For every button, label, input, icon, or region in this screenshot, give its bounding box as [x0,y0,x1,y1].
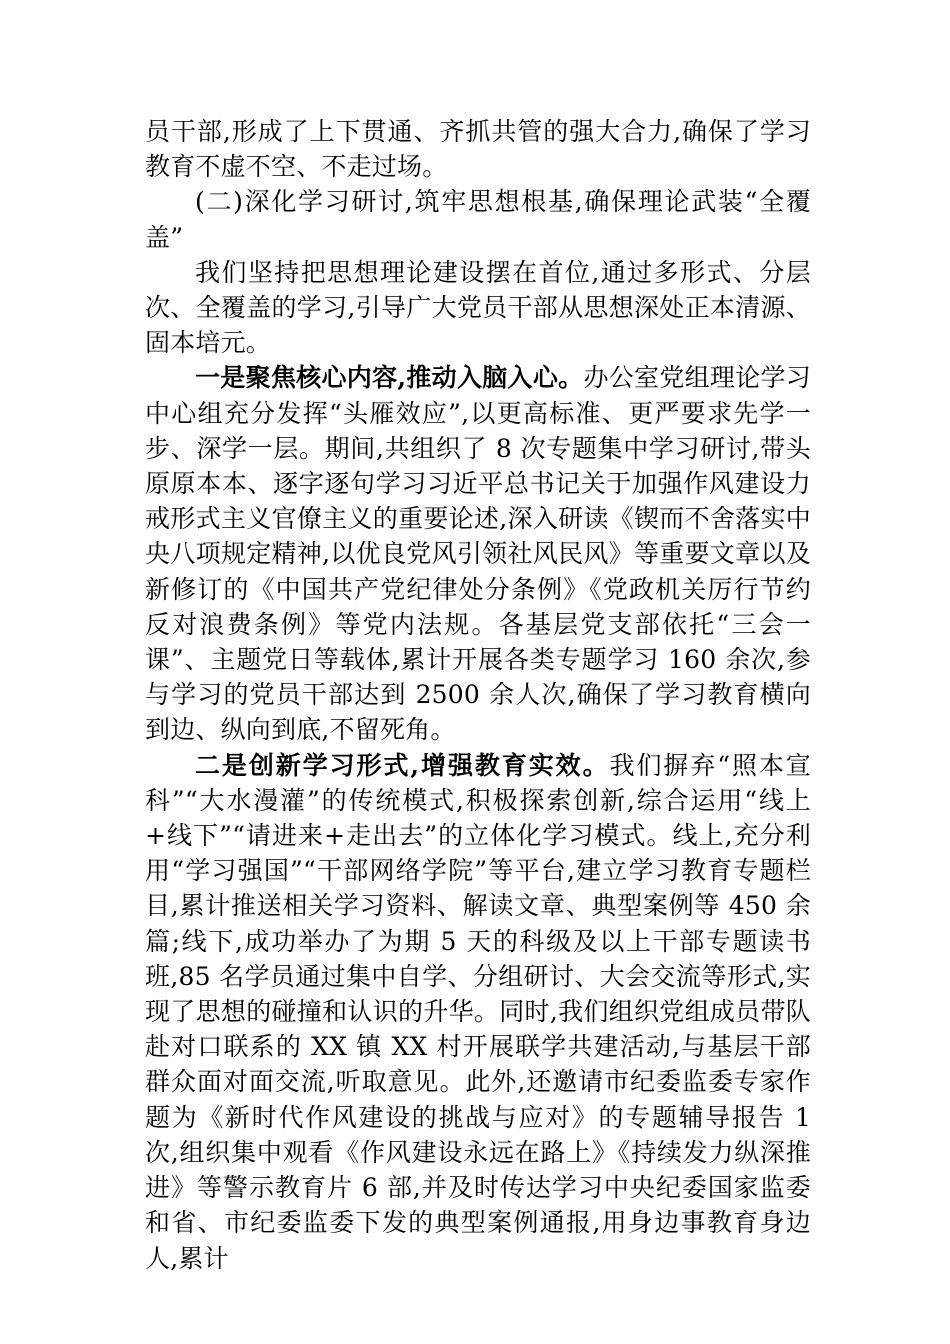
section-heading-text: (二)深化学习研讨,筑牢思想根基,确保理论武装“全覆盖” [145,187,811,252]
paragraph-text: 我们摒弃“照本宣科”“大水漫灌”的传统模式,积极探索创新,综合运用“线上+线下”“请进来+走出去”的立体化学习模式。线上,充分利用“学习强国”“干部网络学院”等平台,建立学习教育专题栏目,累计推送相关学习资料、解读文章、典型案例等 450 余篇;线下,成功举办了为期 5 天的科级及以上干部专题读书班,85 名学员通过集中自学、分组研讨、大会交流等形式,实现了思想的碰撞和认识的升华。同时,我们组织党组成员带队赴对口联系的 XX 镇 XX 村开展联学共建活动,与基层干部群众面对面交流,听取意见。此外,还邀请市纪委监委专家作题为《新时代作风建设的挑战与应对》的专题辅导报告 1 次,组织集中观看《作风建设永远在路上》《持续发力纵深推进》等警示教育片 6 部,并及时传达学习中央纪委国家监委和省、市纪委监委下发的典型案例通报,用身边事教育身边人,累计 [145,750,811,1273]
document-page [145,114,811,1276]
paragraph-continuation [145,114,811,184]
section-heading [145,184,811,254]
paragraph-text: 我们坚持把思想理论建设摆在首位,通过多形式、分层次、全覆盖的学习,引导广大党员干部从思想深处正本清源、固本培元。 [145,257,811,358]
paragraph-point-one [145,360,811,747]
paragraph-point-two [145,748,811,1276]
paragraph-text: 办公室党组理论学习中心组充分发挥“头雁效应”,以更高标准、更严要求先学一步、深学一层。期间,共组织了 8 次专题集中学习研讨,带头原原本本、逐字逐句学习习近平总书记关于加强作风建设力戒形式主义官僚主义的重要论述,深入研读《锲而不舍落实中央八项规定精神,以优良党风引领社风民风》等重要文章以及新修订的《中国共产党纪律处分条例》《党政机关厉行节约反对浪费条例》等党内法规。各基层党支部依托“三会一课”、主题党日等载体,累计开展各类专题学习 160 余次,参与学习的党员干部达到 2500 余人次,确保了学习教育横向到边、纵向到底,不留死角。 [145,363,811,745]
paragraph-intro [145,255,811,361]
paragraph-text: 员干部,形成了上下贯通、齐抓共管的强大合力,确保了学习教育不虚不空、不走过场。 [145,117,811,182]
paragraph-lead: 一是聚焦核心内容,推动入脑入心。 [195,363,584,393]
paragraph-lead: 二是创新学习形式,增强教育实效。 [195,750,610,780]
